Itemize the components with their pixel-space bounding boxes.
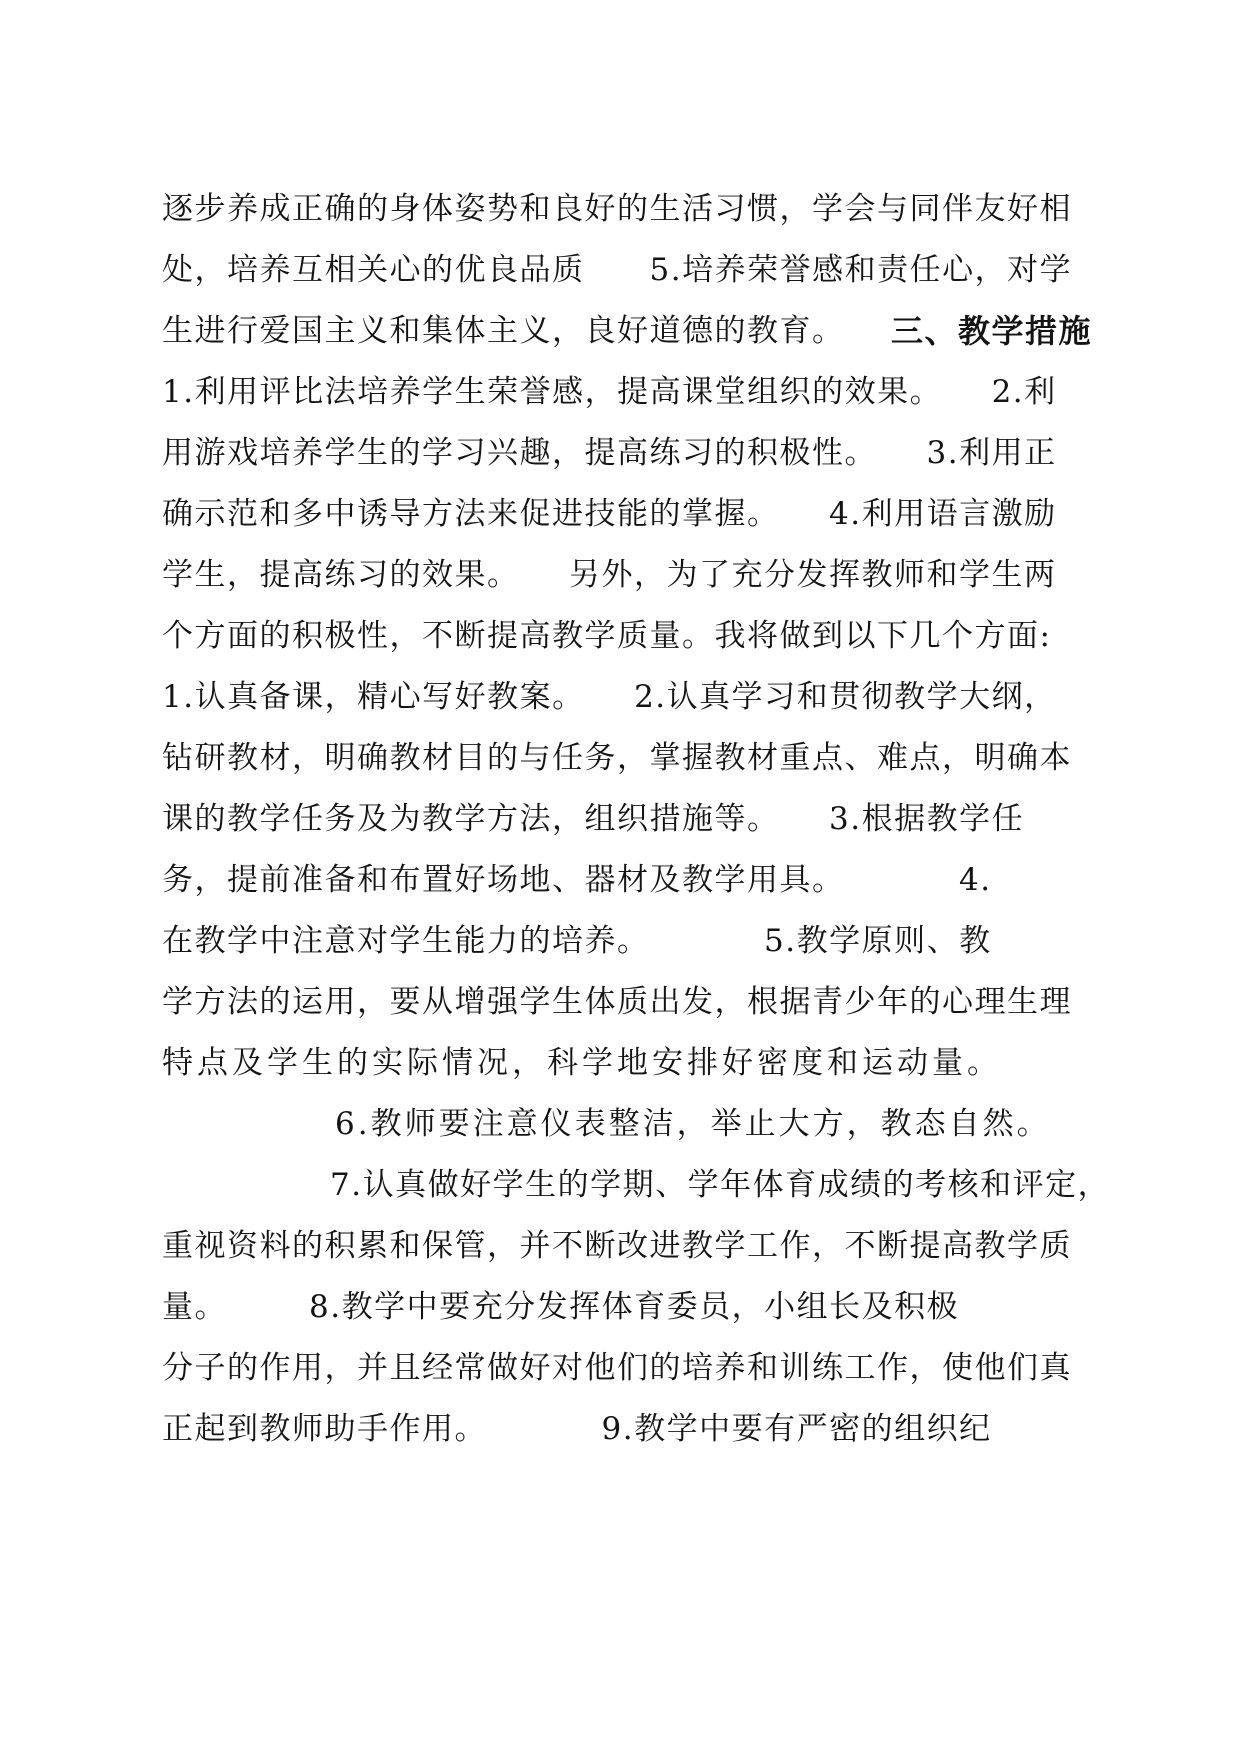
- text-line: 量。 8.教学中要充分发挥体育委员，小组长及积极: [162, 1289, 960, 1325]
- text-line: 正起到教师助手作用。 9.教学中要有严密的组织纪: [162, 1411, 992, 1447]
- text-line: 特点及学生的实际情况，科学地安排好密度和运动量。: [162, 1045, 1002, 1081]
- text-line: 在教学中注意对学生能力的培养。 5.教学原则、教: [162, 923, 992, 959]
- text-line: 钻研教材，明确教材目的与任务，掌握教材重点、难点，明确本: [162, 740, 1072, 776]
- text-line: 7.认真做好学生的学期、学年体育成绩的考核和评定，: [330, 1167, 1111, 1203]
- text-line: 1.认真备课，精心写好教案。 2.认真学习和贯彻教学大纲，: [162, 679, 1057, 715]
- text-line: 用游戏培养学生的学习兴趣，提高练习的积极性。 3.利用正: [162, 435, 1057, 471]
- text-line: [162, 185, 1092, 233]
- text-line: 分子的作用，并且经常做好对他们的培养和训练工作，使他们真: [162, 1350, 1072, 1386]
- text-line: 重视资料的积累和保管，并不断改进教学工作，不断提高教学质: [162, 1228, 1072, 1264]
- text-line: 课的教学任务及为教学方法，组织措施等。 3.根据教学任: [162, 801, 1025, 837]
- text-line: 确示范和多中诱导方法来促进技能的掌握。 4.利用语言激励: [162, 496, 1057, 532]
- text-line: 6.教师要注意仪表整洁，举止大方，教态自然。: [335, 1106, 1051, 1142]
- text-line: 个方面的积极性，不断提高教学质量。我将做到以下几个方面:: [162, 618, 1052, 654]
- text-line-content: 生进行爱国主义和集体主义，良好道德的教育。: [162, 313, 845, 349]
- text-line-content: 处，培养互相关心的优良品质 5.培养荣誉感和责任心，对学: [162, 252, 1073, 288]
- text-line: [162, 246, 1092, 294]
- section-heading: 三、教学措施: [890, 312, 1092, 350]
- text-line-content: 逐步养成正确的身体姿势和良好的生活习惯，学会与同伴友好相: [162, 191, 1072, 227]
- text-line: 学方法的运用，要从增强学生体质出发，根据青少年的心理生理: [162, 984, 1072, 1020]
- text-line: 务，提前准备和布置好场地、器材及教学用具。 4.: [162, 862, 992, 898]
- text-line: 学生，提高练习的效果。 另外，为了充分发挥教师和学生两: [162, 557, 1057, 593]
- text-line: 1.利用评比法培养学生荣誉感，提高课堂组织的效果。 2.利: [162, 374, 1057, 410]
- text-line: [162, 307, 1092, 355]
